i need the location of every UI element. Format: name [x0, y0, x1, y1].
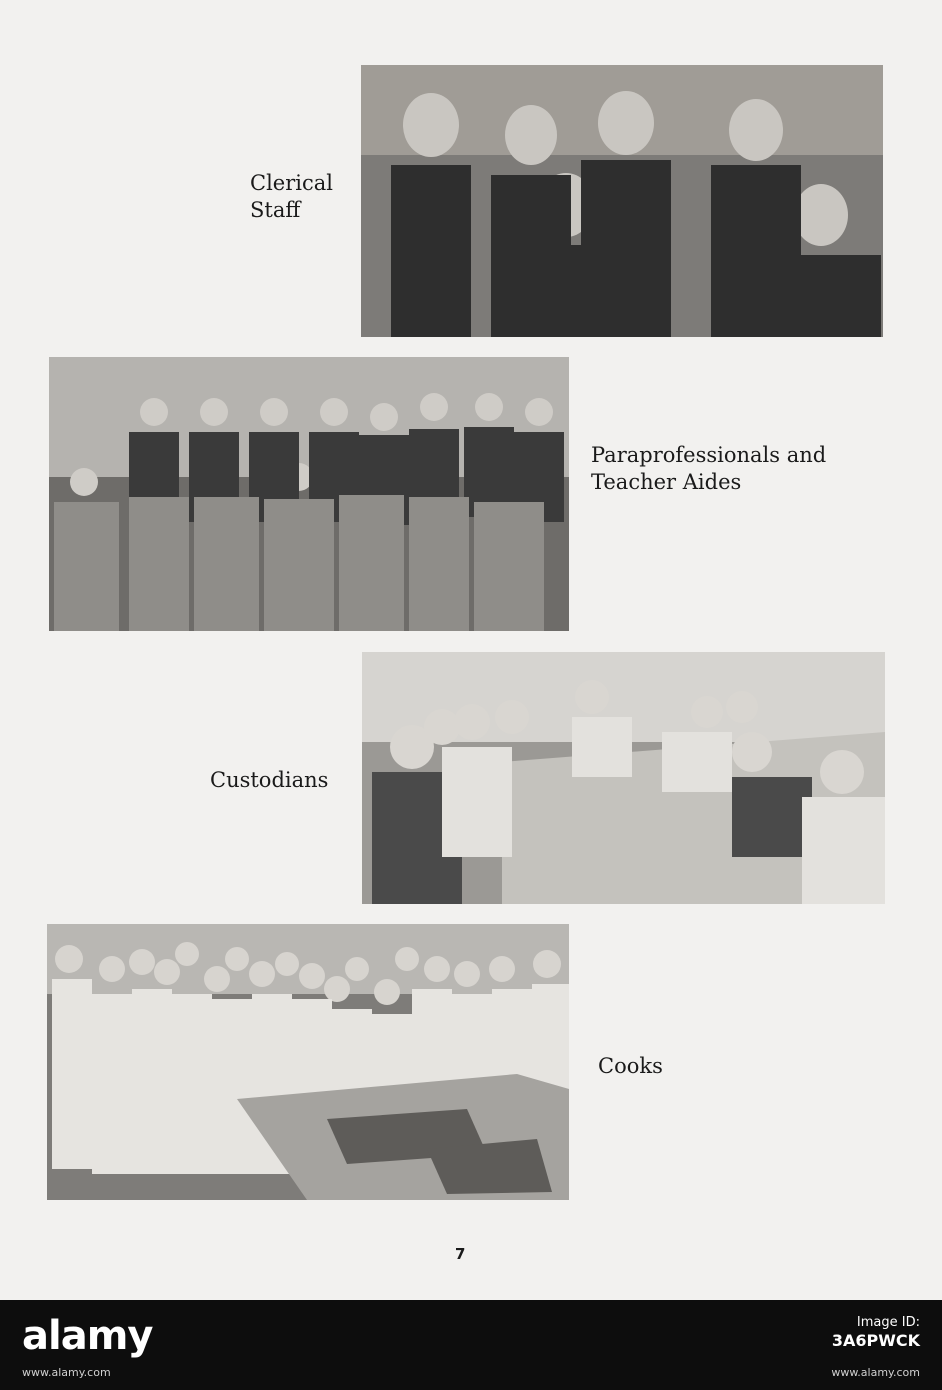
- clerical-staff-caption: [250, 170, 333, 224]
- image-id-label: Image ID:: [856, 1315, 920, 1330]
- caption-line: Teacher Aides: [591, 470, 742, 494]
- alamy-logo: alamy: [22, 1313, 153, 1359]
- custodians-caption: [210, 767, 328, 794]
- clerical-staff-photo: [361, 65, 883, 337]
- custodians-photo: [362, 652, 885, 904]
- paraprofessionals-photo: [49, 357, 569, 631]
- cooks-photo: [47, 924, 569, 1200]
- caption-line: Cooks: [598, 1054, 663, 1078]
- caption-line: Staff: [250, 198, 301, 222]
- cooks-caption: [598, 1053, 663, 1080]
- footer-url-right: www.alamy.com: [831, 1366, 920, 1379]
- caption-line: Custodians: [210, 768, 329, 792]
- paraprofessionals-caption: [591, 442, 826, 496]
- footer-url-left: www.alamy.com: [22, 1366, 111, 1379]
- caption-line: Paraprofessionals and: [591, 443, 827, 467]
- image-id-code: 3A6PWCK: [831, 1331, 920, 1350]
- page-number: 7: [455, 1245, 466, 1263]
- image-id-block: [832, 1314, 920, 1350]
- caption-line: Clerical: [250, 171, 333, 195]
